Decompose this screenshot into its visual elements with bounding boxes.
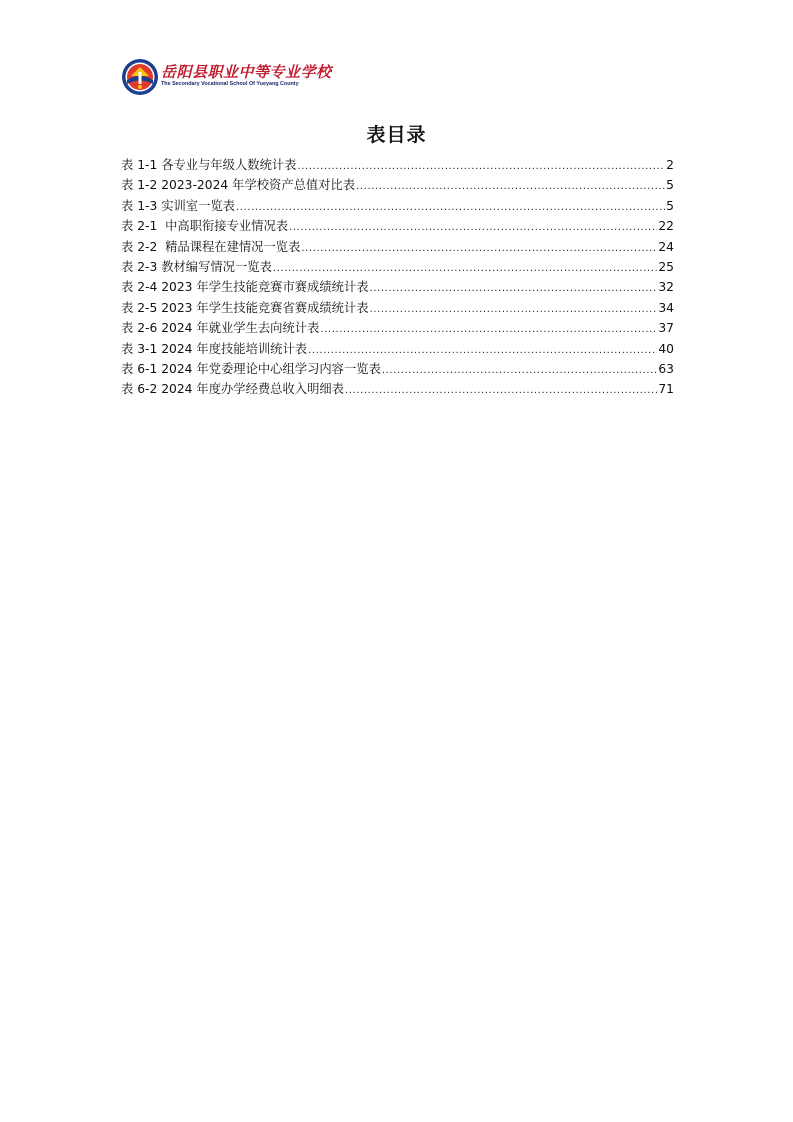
toc-entry-label: 表 3-1 2024 年度技能培训统计表 [121,341,308,356]
toc-entry-page: 24 [658,239,674,254]
toc-entry-label: 表 6-1 2024 年党委理论中心组学习内容一览表 [121,361,381,376]
toc-entry-label: 表 2-1 中高职衔接专业情况表 [121,219,289,234]
toc-entry[interactable] [121,216,674,236]
toc-dot-leader [370,300,658,320]
toc-dot-leader [370,279,658,299]
toc-entry-label: 表 2-6 2024 年就业学生去向统计表 [121,321,320,336]
toc-entry[interactable] [121,155,674,175]
toc-dot-leader [308,341,657,361]
toc-entry-page: 5 [666,178,674,193]
toc-entry[interactable] [121,175,674,195]
toc-entry-label: 表 6-2 2024 年度办学经费总收入明细表 [121,382,344,397]
toc-dot-leader [273,259,657,279]
toc-entry[interactable] [121,277,674,297]
toc-entry-label: 表 2-2 精品课程在建情况一览表 [121,239,301,254]
toc-dot-leader [345,381,657,401]
toc-entry-label: 表 1-2 2023-2024 年学校资产总值对比表 [121,178,356,193]
toc-entry[interactable] [121,379,674,399]
toc-entry-page: 37 [658,321,674,336]
toc-entry-page: 63 [658,361,674,376]
toc-entry[interactable] [121,257,674,277]
toc-entry-label: 表 2-4 2023 年学生技能竞赛市赛成绩统计表 [121,280,369,295]
page-title: 表目录 [366,124,427,146]
toc-entry-page: 25 [658,259,674,274]
toc-entry[interactable] [121,359,674,379]
toc-dot-leader [356,177,665,197]
toc-entry-page: 5 [666,198,674,213]
school-header [121,58,332,98]
table-of-contents [121,155,674,400]
toc-entry[interactable] [121,196,674,216]
school-name-english: The Secondary Vocational School Of Yueyang County [161,81,299,87]
toc-entry-page: 2 [666,158,674,172]
toc-dot-leader [297,157,665,177]
school-emblem-icon [121,58,159,96]
toc-entry-page: 22 [658,219,674,234]
toc-entry-label: 表 2-5 2023 年学生技能竞赛省赛成绩统计表 [121,300,369,315]
toc-dot-leader [301,239,657,259]
toc-dot-leader [289,218,657,238]
toc-entry[interactable] [121,298,674,318]
toc-entry[interactable] [121,318,674,338]
toc-dot-leader [382,361,657,381]
toc-entry-label: 表 1-1 各专业与年级人数统计表 [121,158,297,172]
toc-entry-page: 32 [658,280,674,295]
toc-dot-leader [236,198,665,218]
toc-entry-page: 71 [658,382,674,397]
toc-dot-leader [320,320,657,340]
toc-entry-page: 40 [658,341,674,356]
toc-entry[interactable] [121,237,674,257]
toc-entry-label: 表 2-3 教材编写情况一览表 [121,259,272,274]
toc-entry-label: 表 1-3 实训室一览表 [121,198,235,213]
toc-entry[interactable] [121,339,674,359]
school-name: 岳阳县职业中等专业学校 [161,63,332,81]
toc-entry-page: 34 [658,300,674,315]
